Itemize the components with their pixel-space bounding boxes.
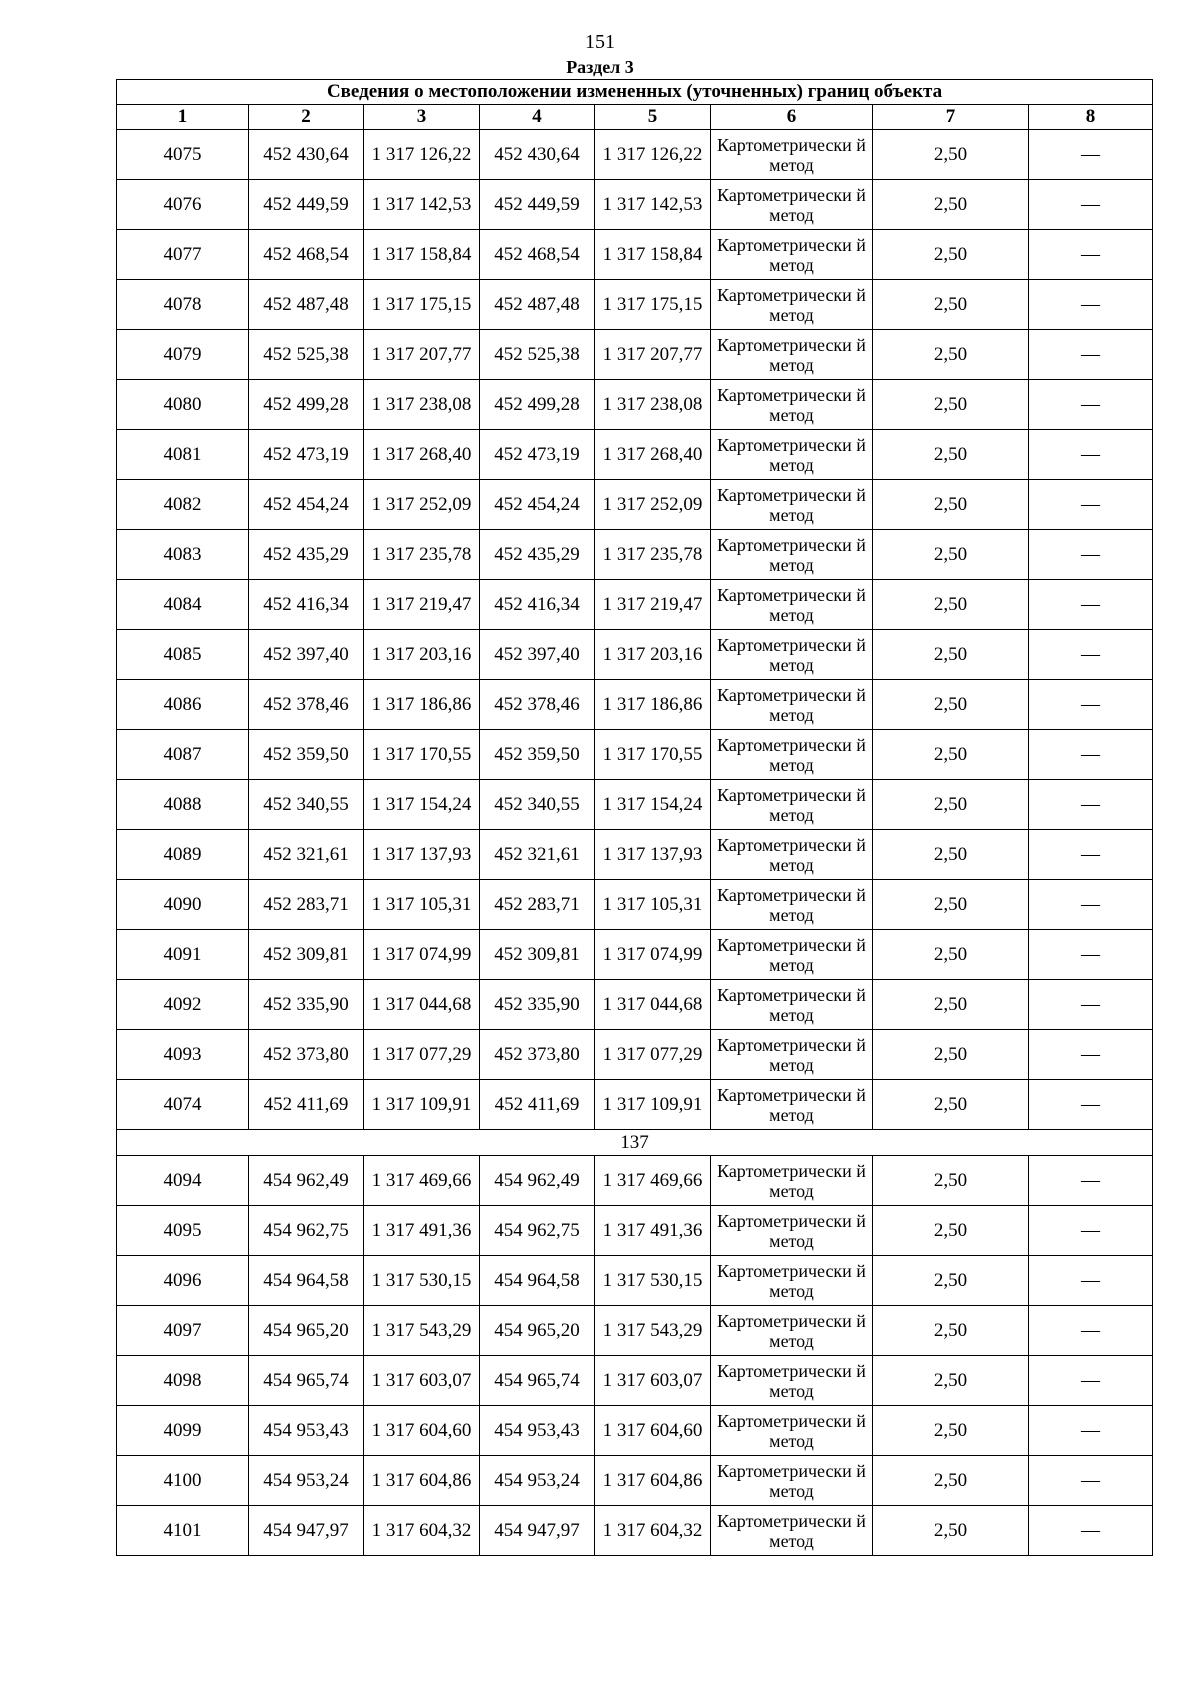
y-existing-cell: 1 317 543,29 — [364, 1306, 480, 1356]
y-existing-cell: 1 317 207,77 — [364, 330, 480, 380]
y-new-cell: 1 317 126,22 — [595, 130, 711, 180]
x-existing-cell: 452 397,40 — [249, 630, 364, 680]
method-cell: Картометрически й метод — [711, 630, 873, 680]
point-number-cell: 4097 — [117, 1306, 249, 1356]
x-existing-cell: 452 321,61 — [249, 830, 364, 880]
point-number-cell: 4077 — [117, 230, 249, 280]
y-new-cell: 1 317 158,84 — [595, 230, 711, 280]
method-cell: Картометрически й метод — [711, 230, 873, 280]
x-existing-cell: 452 487,48 — [249, 280, 364, 330]
accuracy-cell: 2,50 — [873, 1080, 1029, 1130]
accuracy-cell: 2,50 — [873, 1030, 1029, 1080]
accuracy-cell: 2,50 — [873, 180, 1029, 230]
y-new-cell: 1 317 543,29 — [595, 1306, 711, 1356]
x-new-cell: 452 283,71 — [480, 880, 595, 930]
y-existing-cell: 1 317 604,32 — [364, 1506, 480, 1556]
table-row — [117, 1030, 1153, 1080]
y-new-cell: 1 317 105,31 — [595, 880, 711, 930]
y-new-cell: 1 317 077,29 — [595, 1030, 711, 1080]
x-existing-cell: 452 473,19 — [249, 430, 364, 480]
x-new-cell: 452 378,46 — [480, 680, 595, 730]
accuracy-cell: 2,50 — [873, 1506, 1029, 1556]
dash-cell: — — [1029, 1156, 1153, 1206]
x-new-cell: 454 953,43 — [480, 1406, 595, 1456]
y-existing-cell: 1 317 252,09 — [364, 480, 480, 530]
dash-cell: — — [1029, 630, 1153, 680]
column-header: 1 — [117, 105, 249, 130]
y-new-cell: 1 317 109,91 — [595, 1080, 711, 1130]
point-number-cell: 4093 — [117, 1030, 249, 1080]
y-existing-cell: 1 317 109,91 — [364, 1080, 480, 1130]
x-existing-cell: 454 962,75 — [249, 1206, 364, 1256]
y-new-cell: 1 317 604,86 — [595, 1456, 711, 1506]
y-new-cell: 1 317 186,86 — [595, 680, 711, 730]
table-row — [117, 1456, 1153, 1506]
table-caption-row — [117, 80, 1153, 105]
dash-cell: — — [1029, 1506, 1153, 1556]
x-existing-cell: 452 283,71 — [249, 880, 364, 930]
table-row — [117, 280, 1153, 330]
dash-cell: — — [1029, 830, 1153, 880]
x-new-cell: 452 416,34 — [480, 580, 595, 630]
x-new-cell: 452 309,81 — [480, 930, 595, 980]
page-number: 151 — [585, 31, 615, 53]
table-body — [117, 80, 1153, 1556]
point-number-cell: 4074 — [117, 1080, 249, 1130]
x-new-cell: 454 962,49 — [480, 1156, 595, 1206]
dash-cell: — — [1029, 780, 1153, 830]
method-cell: Картометрически й метод — [711, 580, 873, 630]
accuracy-cell: 2,50 — [873, 480, 1029, 530]
y-existing-cell: 1 317 604,86 — [364, 1456, 480, 1506]
x-new-cell: 452 430,64 — [480, 130, 595, 180]
x-existing-cell: 452 411,69 — [249, 1080, 364, 1130]
x-existing-cell: 452 340,55 — [249, 780, 364, 830]
point-number-cell: 4080 — [117, 380, 249, 430]
accuracy-cell: 2,50 — [873, 380, 1029, 430]
accuracy-cell: 2,50 — [873, 1456, 1029, 1506]
x-new-cell: 454 964,58 — [480, 1256, 595, 1306]
x-existing-cell: 454 965,74 — [249, 1356, 364, 1406]
table-row — [117, 680, 1153, 730]
x-existing-cell: 452 378,46 — [249, 680, 364, 730]
point-number-cell: 4082 — [117, 480, 249, 530]
dash-cell: — — [1029, 1356, 1153, 1406]
method-cell: Картометрически й метод — [711, 280, 873, 330]
accuracy-cell: 2,50 — [873, 980, 1029, 1030]
dash-cell: — — [1029, 1030, 1153, 1080]
point-number-cell: 4091 — [117, 930, 249, 980]
x-new-cell: 452 449,59 — [480, 180, 595, 230]
y-new-cell: 1 317 203,16 — [595, 630, 711, 680]
y-existing-cell: 1 317 203,16 — [364, 630, 480, 680]
method-cell: Картометрически й метод — [711, 1030, 873, 1080]
table-row — [117, 1206, 1153, 1256]
y-new-cell: 1 317 530,15 — [595, 1256, 711, 1306]
x-new-cell: 452 435,29 — [480, 530, 595, 580]
dash-cell: — — [1029, 1306, 1153, 1356]
x-new-cell: 452 359,50 — [480, 730, 595, 780]
x-new-cell: 452 411,69 — [480, 1080, 595, 1130]
y-existing-cell: 1 317 186,86 — [364, 680, 480, 730]
method-cell: Картометрически й метод — [711, 980, 873, 1030]
dash-cell: — — [1029, 180, 1153, 230]
accuracy-cell: 2,50 — [873, 1256, 1029, 1306]
dash-cell: — — [1029, 580, 1153, 630]
method-cell: Картометрически й метод — [711, 480, 873, 530]
point-number-cell: 4100 — [117, 1456, 249, 1506]
method-cell: Картометрически й метод — [711, 680, 873, 730]
accuracy-cell: 2,50 — [873, 1356, 1029, 1406]
accuracy-cell: 2,50 — [873, 280, 1029, 330]
table-row — [117, 380, 1153, 430]
point-number-cell: 4094 — [117, 1156, 249, 1206]
y-new-cell: 1 317 235,78 — [595, 530, 711, 580]
x-new-cell: 454 965,20 — [480, 1306, 595, 1356]
method-cell: Картометрически й метод — [711, 930, 873, 980]
accuracy-cell: 2,50 — [873, 580, 1029, 630]
method-cell: Картометрически й метод — [711, 1406, 873, 1456]
column-header: 5 — [595, 105, 711, 130]
x-existing-cell: 454 947,97 — [249, 1506, 364, 1556]
x-existing-cell: 452 449,59 — [249, 180, 364, 230]
y-existing-cell: 1 317 044,68 — [364, 980, 480, 1030]
dash-cell: — — [1029, 130, 1153, 180]
x-existing-cell: 452 525,38 — [249, 330, 364, 380]
x-existing-cell: 452 359,50 — [249, 730, 364, 780]
y-existing-cell: 1 317 175,15 — [364, 280, 480, 330]
y-existing-cell: 1 317 219,47 — [364, 580, 480, 630]
y-existing-cell: 1 317 142,53 — [364, 180, 480, 230]
x-existing-cell: 454 953,43 — [249, 1406, 364, 1456]
dash-cell: — — [1029, 1256, 1153, 1306]
y-new-cell: 1 317 175,15 — [595, 280, 711, 330]
method-cell: Картометрически й метод — [711, 780, 873, 830]
table-row — [117, 180, 1153, 230]
y-new-cell: 1 317 137,93 — [595, 830, 711, 880]
x-new-cell: 454 953,24 — [480, 1456, 595, 1506]
x-existing-cell: 452 373,80 — [249, 1030, 364, 1080]
table-row — [117, 930, 1153, 980]
method-cell: Картометрически й метод — [711, 430, 873, 480]
dash-cell: — — [1029, 680, 1153, 730]
dash-cell: — — [1029, 330, 1153, 380]
x-new-cell: 452 468,54 — [480, 230, 595, 280]
y-new-cell: 1 317 604,60 — [595, 1406, 711, 1456]
y-existing-cell: 1 317 126,22 — [364, 130, 480, 180]
table-row — [117, 330, 1153, 380]
x-new-cell: 452 340,55 — [480, 780, 595, 830]
x-new-cell: 452 499,28 — [480, 380, 595, 430]
x-new-cell: 452 487,48 — [480, 280, 595, 330]
method-cell: Картометрически й метод — [711, 1206, 873, 1256]
y-existing-cell: 1 317 154,24 — [364, 780, 480, 830]
method-cell: Картометрически й метод — [711, 180, 873, 230]
point-number-cell: 4086 — [117, 680, 249, 730]
point-number-cell: 4090 — [117, 880, 249, 930]
table-row — [117, 980, 1153, 1030]
x-existing-cell: 454 953,24 — [249, 1456, 364, 1506]
dash-cell: — — [1029, 380, 1153, 430]
accuracy-cell: 2,50 — [873, 930, 1029, 980]
table-row — [117, 130, 1153, 180]
group-label: 137 — [117, 1130, 1153, 1156]
table-row — [117, 830, 1153, 880]
point-number-cell: 4096 — [117, 1256, 249, 1306]
accuracy-cell: 2,50 — [873, 830, 1029, 880]
table-row — [117, 480, 1153, 530]
accuracy-cell: 2,50 — [873, 330, 1029, 380]
method-cell: Картометрически й метод — [711, 330, 873, 380]
table-row — [117, 530, 1153, 580]
accuracy-cell: 2,50 — [873, 880, 1029, 930]
y-existing-cell: 1 317 530,15 — [364, 1256, 480, 1306]
dash-cell: — — [1029, 980, 1153, 1030]
x-new-cell: 454 962,75 — [480, 1206, 595, 1256]
y-existing-cell: 1 317 491,36 — [364, 1206, 480, 1256]
accuracy-cell: 2,50 — [873, 1206, 1029, 1256]
table-row — [117, 780, 1153, 830]
method-cell: Картометрически й метод — [711, 1506, 873, 1556]
method-cell: Картометрически й метод — [711, 1256, 873, 1306]
y-new-cell: 1 317 219,47 — [595, 580, 711, 630]
dash-cell: — — [1029, 930, 1153, 980]
y-existing-cell: 1 317 137,93 — [364, 830, 480, 880]
method-cell: Картометрически й метод — [711, 130, 873, 180]
group-label-row — [117, 1130, 1153, 1156]
table-row — [117, 580, 1153, 630]
x-existing-cell: 452 435,29 — [249, 530, 364, 580]
x-new-cell: 452 321,61 — [480, 830, 595, 880]
accuracy-cell: 2,50 — [873, 530, 1029, 580]
point-number-cell: 4076 — [117, 180, 249, 230]
table-row — [117, 1306, 1153, 1356]
accuracy-cell: 2,50 — [873, 1306, 1029, 1356]
x-existing-cell: 452 430,64 — [249, 130, 364, 180]
section-title: Раздел 3 — [566, 57, 634, 77]
table-row — [117, 230, 1153, 280]
point-number-cell: 4085 — [117, 630, 249, 680]
y-new-cell: 1 317 491,36 — [595, 1206, 711, 1256]
dash-cell: — — [1029, 230, 1153, 280]
table-row — [117, 730, 1153, 780]
y-existing-cell: 1 317 604,60 — [364, 1406, 480, 1456]
accuracy-cell: 2,50 — [873, 630, 1029, 680]
method-cell: Картометрически й метод — [711, 1356, 873, 1406]
point-number-cell: 4088 — [117, 780, 249, 830]
dash-cell: — — [1029, 530, 1153, 580]
method-cell: Картометрически й метод — [711, 830, 873, 880]
y-new-cell: 1 317 238,08 — [595, 380, 711, 430]
table-row — [117, 1256, 1153, 1306]
y-new-cell: 1 317 170,55 — [595, 730, 711, 780]
x-existing-cell: 452 416,34 — [249, 580, 364, 630]
x-new-cell: 454 947,97 — [480, 1506, 595, 1556]
dash-cell: — — [1029, 280, 1153, 330]
point-number-cell: 4089 — [117, 830, 249, 880]
point-number-cell: 4101 — [117, 1506, 249, 1556]
accuracy-cell: 2,50 — [873, 730, 1029, 780]
table-row — [117, 880, 1153, 930]
accuracy-cell: 2,50 — [873, 780, 1029, 830]
column-header: 6 — [711, 105, 873, 130]
accuracy-cell: 2,50 — [873, 130, 1029, 180]
column-number-row — [117, 105, 1153, 130]
x-existing-cell: 454 964,58 — [249, 1256, 364, 1306]
point-number-cell: 4081 — [117, 430, 249, 480]
table-row — [117, 630, 1153, 680]
x-existing-cell: 454 962,49 — [249, 1156, 364, 1206]
x-new-cell: 452 473,19 — [480, 430, 595, 480]
y-existing-cell: 1 317 268,40 — [364, 430, 480, 480]
y-new-cell: 1 317 044,68 — [595, 980, 711, 1030]
table-row — [117, 430, 1153, 480]
column-header: 2 — [249, 105, 364, 130]
y-new-cell: 1 317 603,07 — [595, 1356, 711, 1406]
point-number-cell: 4087 — [117, 730, 249, 780]
y-existing-cell: 1 317 105,31 — [364, 880, 480, 930]
x-existing-cell: 454 965,20 — [249, 1306, 364, 1356]
x-new-cell: 452 397,40 — [480, 630, 595, 680]
dash-cell: — — [1029, 1406, 1153, 1456]
x-new-cell: 452 525,38 — [480, 330, 595, 380]
y-new-cell: 1 317 142,53 — [595, 180, 711, 230]
y-new-cell: 1 317 268,40 — [595, 430, 711, 480]
y-existing-cell: 1 317 238,08 — [364, 380, 480, 430]
method-cell: Картометрически й метод — [711, 1156, 873, 1206]
table-row — [117, 1406, 1153, 1456]
method-cell: Картометрически й метод — [711, 730, 873, 780]
y-new-cell: 1 317 604,32 — [595, 1506, 711, 1556]
x-new-cell: 452 454,24 — [480, 480, 595, 530]
accuracy-cell: 2,50 — [873, 1156, 1029, 1206]
y-new-cell: 1 317 074,99 — [595, 930, 711, 980]
x-existing-cell: 452 468,54 — [249, 230, 364, 280]
x-existing-cell: 452 454,24 — [249, 480, 364, 530]
x-existing-cell: 452 335,90 — [249, 980, 364, 1030]
dash-cell: — — [1029, 1206, 1153, 1256]
point-number-cell: 4095 — [117, 1206, 249, 1256]
column-header: 3 — [364, 105, 480, 130]
table-row — [117, 1080, 1153, 1130]
x-new-cell: 452 373,80 — [480, 1030, 595, 1080]
table-row — [117, 1356, 1153, 1406]
dash-cell: — — [1029, 480, 1153, 530]
accuracy-cell: 2,50 — [873, 1406, 1029, 1456]
method-cell: Картометрически й метод — [711, 380, 873, 430]
method-cell: Картометрически й метод — [711, 1080, 873, 1130]
method-cell: Картометрически й метод — [711, 1306, 873, 1356]
point-number-cell: 4075 — [117, 130, 249, 180]
x-new-cell: 452 335,90 — [480, 980, 595, 1030]
accuracy-cell: 2,50 — [873, 680, 1029, 730]
method-cell: Картометрически й метод — [711, 1456, 873, 1506]
boundary-coordinates-table — [116, 79, 1153, 1556]
table-caption: Сведения о местоположении измененных (уточненных) границ объекта — [117, 80, 1153, 105]
table-row — [117, 1506, 1153, 1556]
accuracy-cell: 2,50 — [873, 230, 1029, 280]
y-existing-cell: 1 317 170,55 — [364, 730, 480, 780]
y-existing-cell: 1 317 603,07 — [364, 1356, 480, 1406]
x-existing-cell: 452 499,28 — [249, 380, 364, 430]
point-number-cell: 4083 — [117, 530, 249, 580]
point-number-cell: 4078 — [117, 280, 249, 330]
y-existing-cell: 1 317 158,84 — [364, 230, 480, 280]
point-number-cell: 4079 — [117, 330, 249, 380]
y-existing-cell: 1 317 074,99 — [364, 930, 480, 980]
y-new-cell: 1 317 469,66 — [595, 1156, 711, 1206]
method-cell: Картометрически й метод — [711, 530, 873, 580]
point-number-cell: 4084 — [117, 580, 249, 630]
x-new-cell: 454 965,74 — [480, 1356, 595, 1406]
x-existing-cell: 452 309,81 — [249, 930, 364, 980]
y-existing-cell: 1 317 077,29 — [364, 1030, 480, 1080]
y-new-cell: 1 317 154,24 — [595, 780, 711, 830]
dash-cell: — — [1029, 880, 1153, 930]
dash-cell: — — [1029, 430, 1153, 480]
dash-cell: — — [1029, 1080, 1153, 1130]
y-new-cell: 1 317 207,77 — [595, 330, 711, 380]
point-number-cell: 4098 — [117, 1356, 249, 1406]
column-header: 8 — [1029, 105, 1153, 130]
point-number-cell: 4092 — [117, 980, 249, 1030]
y-existing-cell: 1 317 469,66 — [364, 1156, 480, 1206]
accuracy-cell: 2,50 — [873, 430, 1029, 480]
y-new-cell: 1 317 252,09 — [595, 480, 711, 530]
point-number-cell: 4099 — [117, 1406, 249, 1456]
y-existing-cell: 1 317 235,78 — [364, 530, 480, 580]
dash-cell: — — [1029, 1456, 1153, 1506]
table-row — [117, 1156, 1153, 1206]
dash-cell: — — [1029, 730, 1153, 780]
method-cell: Картометрически й метод — [711, 880, 873, 930]
column-header: 4 — [480, 105, 595, 130]
column-header: 7 — [873, 105, 1029, 130]
